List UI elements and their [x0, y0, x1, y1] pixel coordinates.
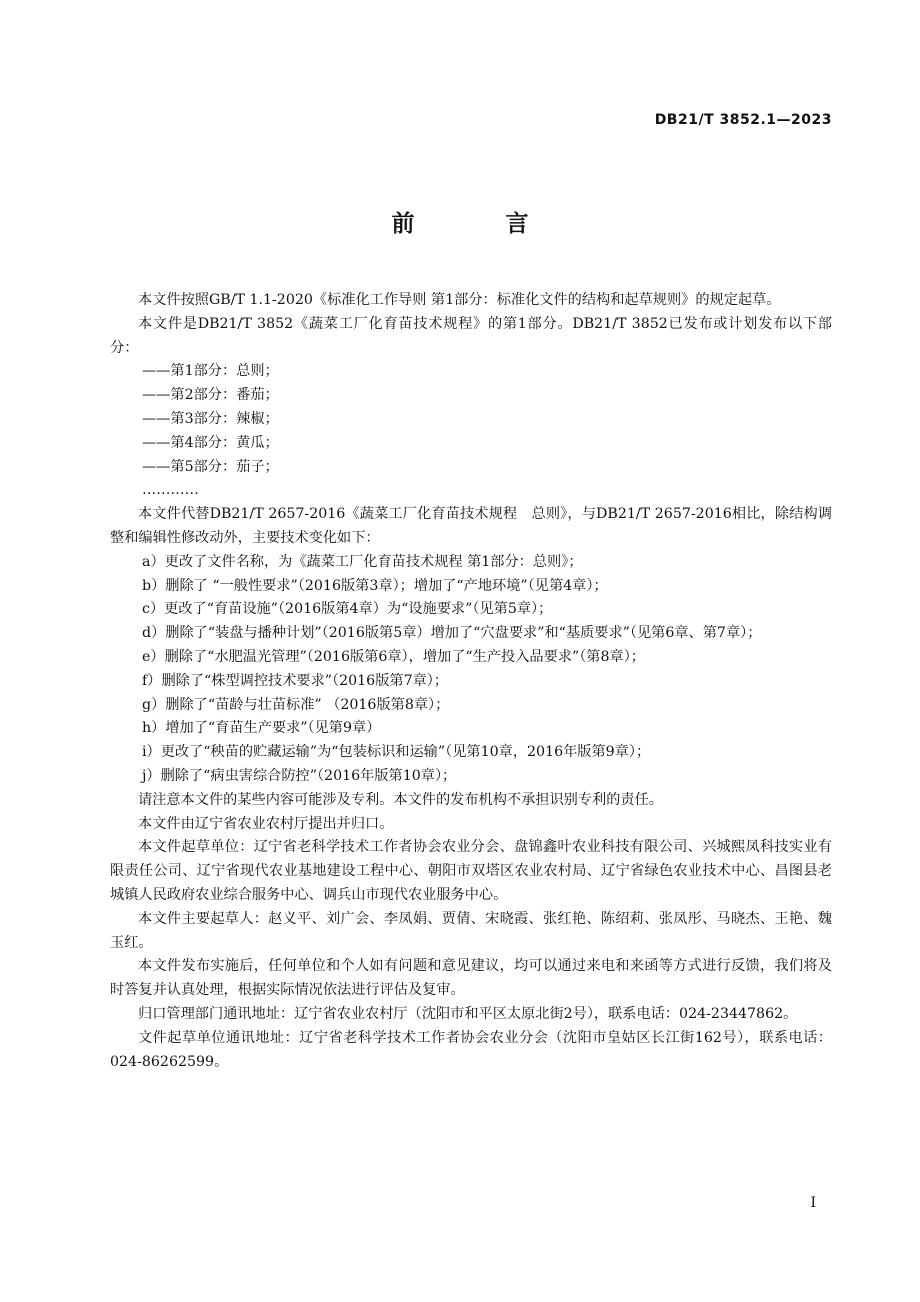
standard-code: DB21/T 3852.1—2023	[654, 112, 832, 128]
list-item: h）增加了“育苗生产要求”（见第9章）	[142, 720, 381, 737]
page-title: 前 言	[391, 211, 563, 237]
paragraph-feedback: 本文件发布实施后，任何单位和个人如有问题和意见建议，均可以通过来电和来函等方式进行反馈，我们将及时答复并认真处理，根据实际情况依法进行评估及复审。	[110, 958, 832, 999]
list-item: ——第4部分：黄瓜；	[142, 434, 279, 451]
paragraph-patent-notice: 请注意本文件的某些内容可能涉及专利。本文件的发布机构不承担识别专利的责任。	[138, 791, 663, 808]
list-item: b）删除了 “一般性要求”（2016版第3章）；增加了“产地环境”（见第4章）；	[142, 577, 608, 594]
list-item: e）删除了“水肥温光管理”（2016版第6章），增加了“生产投入品要求”（第8章）；	[142, 648, 645, 665]
paragraph-drafters: 本文件主要起草人：赵义平、刘广会、李凤娟、贾倩、宋晓霞、张红艳、陈绍莉、张凤彤、马晓杰、王艳、魏玉红。	[110, 910, 832, 951]
paragraph-drafting-units: 本文件起草单位：辽宁省老科学技术工作者协会农业分会、盘锦鑫叶农业科技有限公司、兴城熙凤科技实业有限责任公司、辽宁省现代农业基地建设工程中心、朝阳市双塔区农业农村局、辽宁省绿色农业技术中心、昌图县老城镇人民政府农业综合服务中心、调兵山市现代农业服务中心。	[110, 839, 832, 903]
changes-list	[110, 551, 832, 789]
list-item: g）删除了“苗龄与壮苗标准” （2016版第8章）；	[142, 696, 450, 713]
paragraph-drafter-address: 文件起草单位通讯地址：辽宁省老科学技术工作者协会农业分会（沈阳市皇姑区长江街162号），联系电话：024-86262599。	[110, 1029, 832, 1070]
list-item: d）删除了“装盘与播种计划”（2016版第5章）增加了“穴盘要求”和“基质要求”（见第6章、第7章）；	[142, 625, 762, 642]
paragraph-replacement: 本文件代替DB21/T 2657-2016《蔬菜工厂化育苗技术规程 总则》，与DB21/T 2657-2016相比，除结构调整和编辑性修改动外，主要技术变化如下：	[110, 506, 832, 546]
list-item: ——第2部分：番茄；	[142, 387, 279, 404]
list-item: ——第3部分：辣椒；	[142, 410, 279, 427]
list-item: …………	[142, 482, 199, 499]
list-item: c）更改了“育苗设施”（2016版第4章）为“设施要求”（见第5章）；	[142, 601, 553, 618]
list-item: i）更改了“秧苗的贮藏运输”为“包装标识和运输”（见第10章，2016年版第9章）；	[142, 744, 651, 761]
list-item: f）删除了“株型调控技术要求”（2016版第7章）；	[142, 672, 449, 689]
foreword-body	[110, 289, 832, 1074]
paragraph-proposer: 本文件由辽宁省农业农村厅提出并归口。	[138, 815, 394, 832]
page-number: I	[810, 1195, 816, 1211]
list-item: ——第1部分：总则；	[142, 363, 279, 380]
parts-list	[110, 360, 832, 503]
list-item: j）删除了“病虫害综合防控”（2016年版第10章）；	[142, 767, 457, 784]
list-item: a）更改了文件名称，为《蔬菜工厂化育苗技术规程 第1部分：总则》；	[142, 553, 583, 570]
paragraph-drafting-rule: 本文件按照GB/T 1.1-2020《标准化工作导则 第1部分：标准化文件的结构和起草规则》的规定起草。	[138, 292, 781, 308]
list-item: ——第5部分：茄子；	[142, 458, 279, 475]
paragraph-authority-address: 归口管理部门通讯地址：辽宁省农业农村厅（沈阳市和平区太原北街2号），联系电话：024-23447862。	[138, 1005, 798, 1022]
paragraph-series-intro: 本文件是DB21/T 3852《蔬菜工厂化育苗技术规程》的第1部分。DB21/T 3852已发布或计划发布以下部分：	[110, 315, 832, 356]
